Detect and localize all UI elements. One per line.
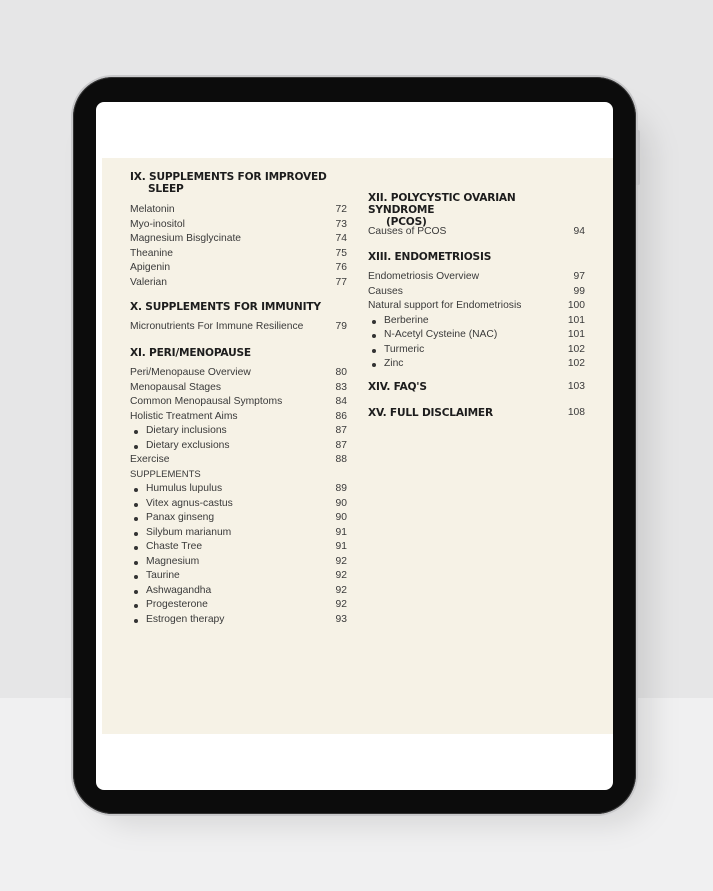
bullet-icon bbox=[372, 334, 376, 338]
toc-entry[interactable]: Endometriosis Overview 97 bbox=[368, 271, 585, 282]
toc-entry[interactable]: Causes 99 bbox=[368, 285, 585, 297]
section-xi-heading[interactable] bbox=[130, 347, 347, 359]
toc-entry[interactable]: Peri/Menopause Overview 80 bbox=[130, 367, 347, 378]
tablet-screen bbox=[96, 102, 613, 790]
section-x-heading[interactable] bbox=[130, 301, 347, 313]
toc-subentry[interactable]: N-Acetyl Cysteine (NAC) 101 bbox=[368, 328, 585, 342]
section-xii-heading[interactable] bbox=[368, 192, 585, 228]
section-ix-heading[interactable] bbox=[130, 171, 347, 195]
bullet-icon bbox=[134, 604, 138, 608]
toc-subentry[interactable]: Magnesium 92 bbox=[130, 555, 347, 569]
section-xiv-heading[interactable]: XIV. FAQ'S 103 bbox=[368, 381, 585, 393]
section-title-line1: XI. PERI/MENOPAUSE bbox=[130, 347, 251, 359]
section-title-line1: XII. POLYCYSTIC OVARIAN SYNDROME bbox=[368, 192, 516, 216]
section-title-line2: (PCOS) bbox=[386, 216, 427, 228]
tablet-side-button bbox=[636, 130, 640, 185]
bullet-icon bbox=[134, 546, 138, 550]
bullet-icon bbox=[134, 561, 138, 565]
toc-subentry[interactable]: Vitex agnus-castus 90 bbox=[130, 497, 347, 511]
bullet-icon bbox=[134, 488, 138, 492]
bullet-icon bbox=[134, 445, 138, 449]
toc-entry[interactable]: Melatonin 72 bbox=[130, 204, 347, 215]
section-title-line2: SLEEP bbox=[148, 183, 184, 195]
bullet-icon bbox=[134, 619, 138, 623]
section-title-line1: XIII. ENDOMETRIOSIS bbox=[368, 251, 492, 263]
toc-subentry[interactable]: Chaste Tree 91 bbox=[130, 540, 347, 554]
section-title-line1: X. SUPPLEMENTS FOR IMMUNITY bbox=[130, 301, 321, 313]
bullet-icon bbox=[134, 575, 138, 579]
bullet-icon bbox=[134, 517, 138, 521]
toc-subentry[interactable]: Taurine 92 bbox=[130, 569, 347, 583]
toc-subheading: SUPPLEMENTS bbox=[130, 468, 201, 480]
bullet-icon bbox=[134, 590, 138, 594]
section-title-line1: IX. SUPPLEMENTS FOR IMPROVED bbox=[130, 171, 327, 183]
bullet-icon bbox=[134, 503, 138, 507]
toc-entry[interactable]: Natural support for Endometriosis 100 bbox=[368, 300, 585, 311]
toc-subentry[interactable]: Progesterone 92 bbox=[130, 598, 347, 612]
toc-subentry[interactable]: Ashwagandha 92 bbox=[130, 584, 347, 598]
toc-entry[interactable]: Magnesium Bisglycinate 74 bbox=[130, 233, 347, 244]
bullet-icon bbox=[372, 320, 376, 324]
toc-entry[interactable]: Theanine 75 bbox=[130, 247, 347, 259]
toc-subentry[interactable]: Berberine 101 bbox=[368, 314, 585, 328]
toc-subentry[interactable]: Humulus lupulus 89 bbox=[130, 482, 347, 496]
toc-entry[interactable]: Menopausal Stages 83 bbox=[130, 381, 347, 393]
table-of-contents-page bbox=[102, 158, 613, 734]
bullet-icon bbox=[134, 430, 138, 434]
toc-subentry[interactable]: Dietary exclusions 87 bbox=[130, 439, 347, 453]
toc-entry[interactable]: Apigenin 76 bbox=[130, 262, 347, 273]
section-xiii-heading[interactable] bbox=[368, 251, 585, 263]
toc-entry[interactable]: Micronutrients For Immune Resilience 79 bbox=[130, 321, 347, 332]
bullet-icon bbox=[372, 349, 376, 353]
toc-subentry[interactable]: Zinc 102 bbox=[368, 357, 585, 371]
toc-entry[interactable]: Holistic Treatment Aims 86 bbox=[130, 410, 347, 422]
toc-subentry[interactable]: Panax ginseng 90 bbox=[130, 511, 347, 525]
toc-entry[interactable]: Common Menopausal Symptoms 84 bbox=[130, 396, 347, 407]
toc-subentry[interactable]: Turmeric 102 bbox=[368, 343, 585, 357]
section-xv-heading[interactable]: XV. FULL DISCLAIMER 108 bbox=[368, 407, 585, 419]
toc-subentry[interactable]: Silybum marianum 91 bbox=[130, 526, 347, 540]
toc-entry[interactable]: Myo-inositol 73 bbox=[130, 218, 347, 230]
toc-entry[interactable]: Exercise 88 bbox=[130, 454, 347, 465]
toc-entry[interactable]: Causes of PCOS 94 bbox=[368, 226, 585, 237]
bullet-icon bbox=[134, 532, 138, 536]
toc-subentry[interactable]: Estrogen therapy 93 bbox=[130, 613, 347, 627]
toc-subentry[interactable]: Dietary inclusions 87 bbox=[130, 424, 347, 438]
bullet-icon bbox=[372, 363, 376, 367]
toc-entry[interactable]: Valerian 77 bbox=[130, 276, 347, 288]
